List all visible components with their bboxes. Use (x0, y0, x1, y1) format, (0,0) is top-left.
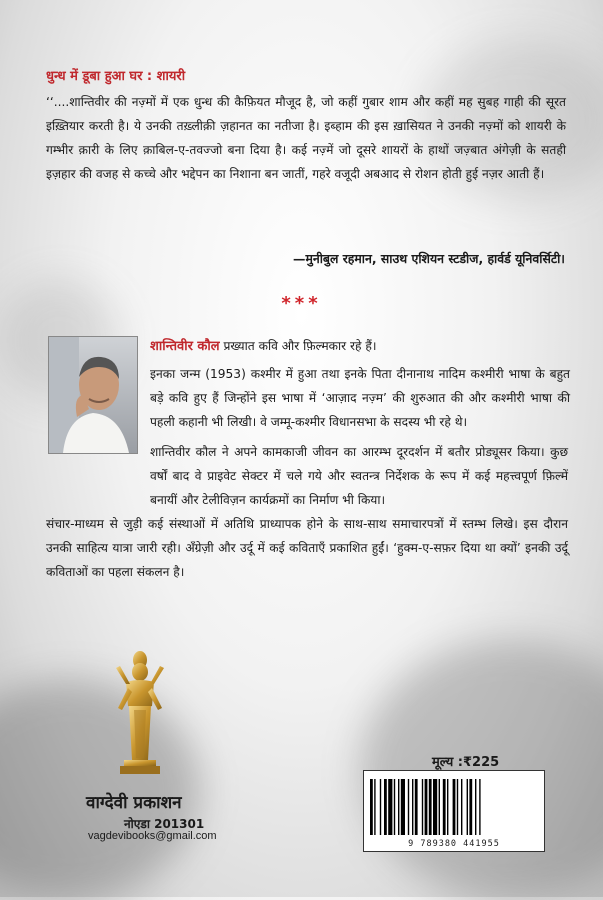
publisher-email: vagdevibooks@gmail.com (88, 830, 217, 842)
publisher-city: नोएडा 201301 (124, 817, 205, 831)
bio-intro-text: प्रख्यात कवि और फ़िल्मकार रहे हैं। (219, 339, 377, 353)
bio-paragraph-2: शान्तिवीर कौल ने अपने कामकाजी जीवन का आरम्भ दूरदर्शन में बतौर प्रोड्यूसर किया। कुछ वर्षों बाद वे प्राइवेट सेक्टर में चले गये और स्वतन्त्र निर्देशक के रूप में कई महत्त्वपूर्ण फ़िल्में बनायीं और टेलीविज़न कार्यक्रमों का निर्माण भी किया। (150, 445, 568, 507)
author-name: शान्तिवीर कौल (150, 339, 220, 354)
publisher-name: वाग्देवी प्रकाशन (86, 793, 182, 813)
review-credit: —मुनीबुल रहमान, साउथ एशियन स्टडीज, हार्वर्ड यूनिवर्सिटी। (293, 251, 565, 266)
bio-intro-line (150, 334, 570, 359)
author-photo (48, 336, 138, 454)
price-label: मूल्य :₹225 (432, 755, 500, 770)
section-divider: *** (281, 293, 322, 314)
isbn-barcode (363, 770, 545, 852)
bio-body (46, 440, 568, 584)
bio-paragraph-3: संचार-माध्यम से जुड़ी कई संस्थाओं में अतिथि प्राध्यापक होने के साथ-साथ समाचारपत्रों में स्तम्भ लिखे। इस दौरान उनकी साहित्य यात्रा जारी रही। अँग्रेज़ी और उर्दू में कई कविताएँ प्रकाशित हुईं। ‘हुक्म-ए-सफ़र दिया था क्यों’ इनकी उर्दू कविताओं का पहला संकलन है। (46, 517, 568, 579)
bio-paragraph-1: इनका जन्म (1953) कश्मीर में हुआ तथा इनके पिता दीनानाथ नादिम कश्मीरी भाषा के बहुत बड़े कवि हुए हैं जिन्होंने इस भाषा में ‘आज़ाद नज़्म’ की शुरुआत की और कश्मीरी भाषा की पहली कहानी भी लिखी। वे जम्मू-कश्मीर विधानसभा के सदस्य भी रहे थे। (150, 367, 570, 429)
isbn-number: 9 789380 441955 (408, 839, 500, 849)
review-quote: ‘‘....शान्तिवीर की नज़्मों में एक धुन्ध की कैफ़ियत मौजूद है, जो कहीं गुबार शाम और कहीं मह सुबह गाही की सूरत इख़्तियार करती है। ये उनकी तख़्लीक़ी ज़हानत का नतीजा है। इब्हाम की इस ख़ासियत ने उनकी नज़्मों को शायरी के गम्भीर क़ारी के लिए क़ाबिल-ए-तवज्जो बना दिया है। कई नज़्में जो दूसरे शायरों के हाथों जज़्बात अंगेज़ी के सतही इज़हार की वजह से कच्चे और भद्देपन का निशाना बन जातीं, गहरे वजूदी अबआद से रोशन होती हुई नज़र आती हैं। (46, 95, 566, 181)
publisher-logo-statue (112, 648, 168, 778)
barcode-bars (370, 779, 538, 835)
review-heading: धुन्ध में डूबा हुआ घर : शायरी (46, 69, 186, 84)
